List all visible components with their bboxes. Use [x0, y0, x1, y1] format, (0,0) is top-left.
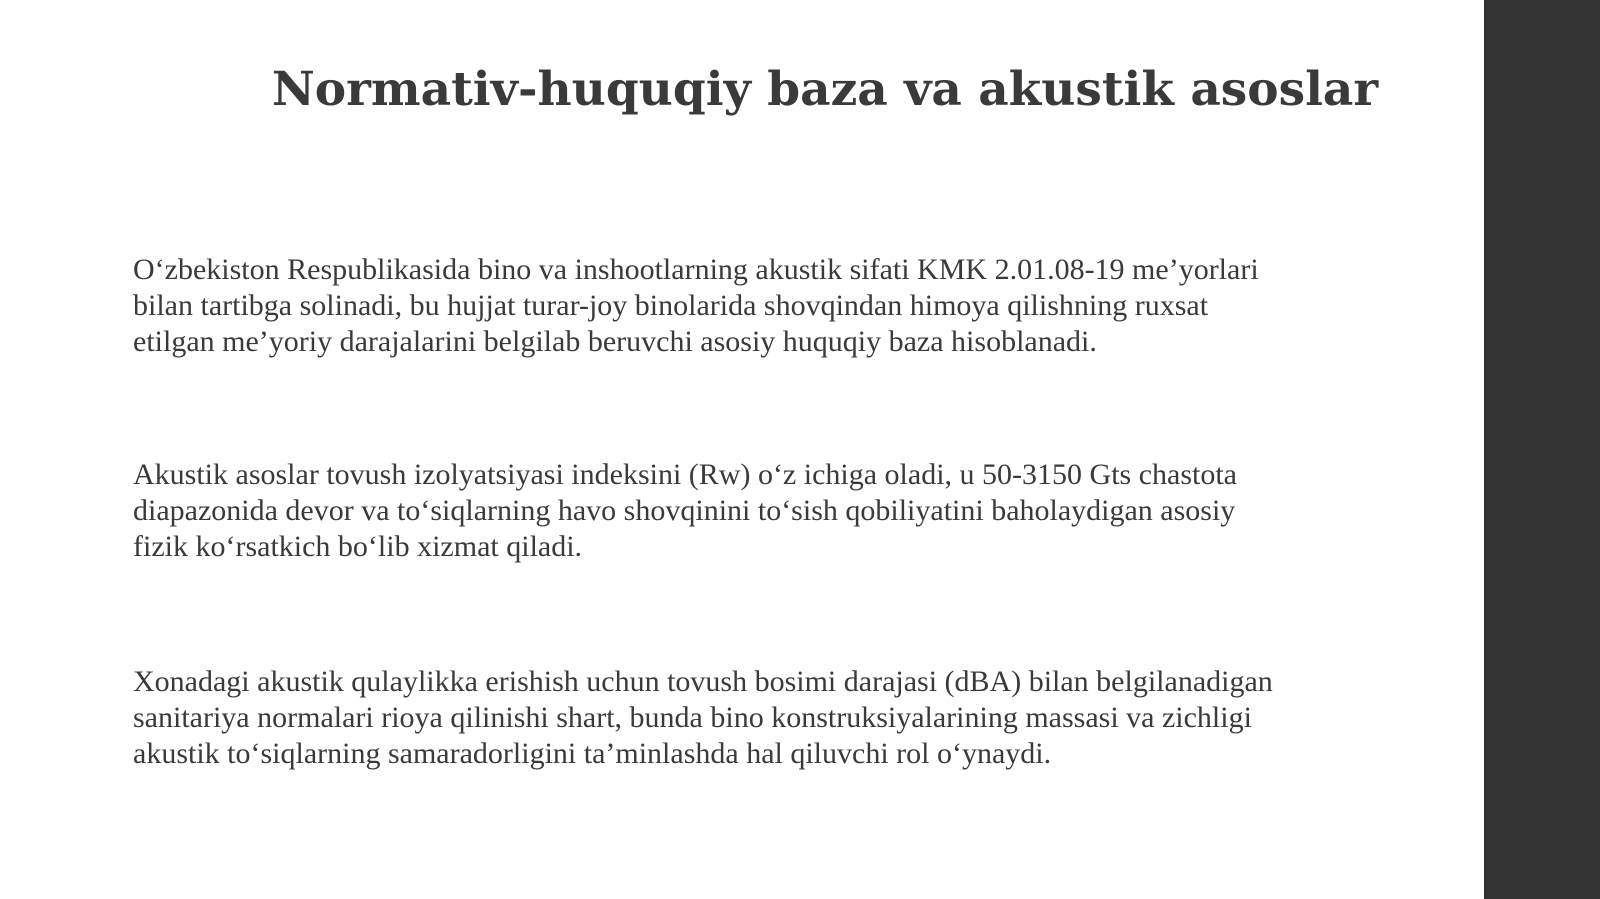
paragraph-line: fizik ko‘rsatkich bo‘lib xizmat qiladi.	[133, 530, 583, 563]
paragraph-acoustic-basics	[133, 457, 1485, 565]
paragraph-line: etilgan me’yoriy darajalarini belgilab beruvchi asosiy huquqiy baza hisoblanadi.	[133, 325, 1097, 358]
side-decor-band	[1484, 0, 1600, 899]
paragraph-line: O‘zbekiston Respublikasida bino va inshootlarning akustik sifati KMK 2.01.08-19 me’yorlari	[133, 253, 1259, 286]
paragraph-normative-basis	[133, 252, 1485, 360]
slide-title: Normativ-huquqiy baza va akustik asoslar	[271, 62, 1379, 117]
paragraph-line: Xonadagi akustik qulaylikka erishish uchun tovush bosimi darajasi (dBA) bilan belgilanadigan	[133, 665, 1273, 698]
paragraph-acoustic-comfort	[133, 664, 1485, 772]
paragraph-line: sanitariya normalari rioya qilinishi shart, bunda bino konstruksiyalarining massasi va zichligi	[133, 701, 1252, 734]
paragraph-line: akustik to‘siqlarning samaradorligini ta’minlashda hal qiluvchi rol o‘ynaydi.	[133, 737, 1052, 770]
paragraph-line: bilan tartibga solinadi, bu hujjat turar-joy binolarida shovqindan himoya qilishning ruxsat	[133, 289, 1209, 322]
paragraph-line: Akustik asoslar tovush izolyatsiyasi indeksini (Rw) o‘z ichiga oladi, u 50-3150 Gts chastota	[133, 458, 1237, 491]
paragraph-line: diapazonida devor va to‘siqlarning havo shovqinini to‘sish qobiliyatini baholaydigan asosiy	[133, 494, 1236, 527]
